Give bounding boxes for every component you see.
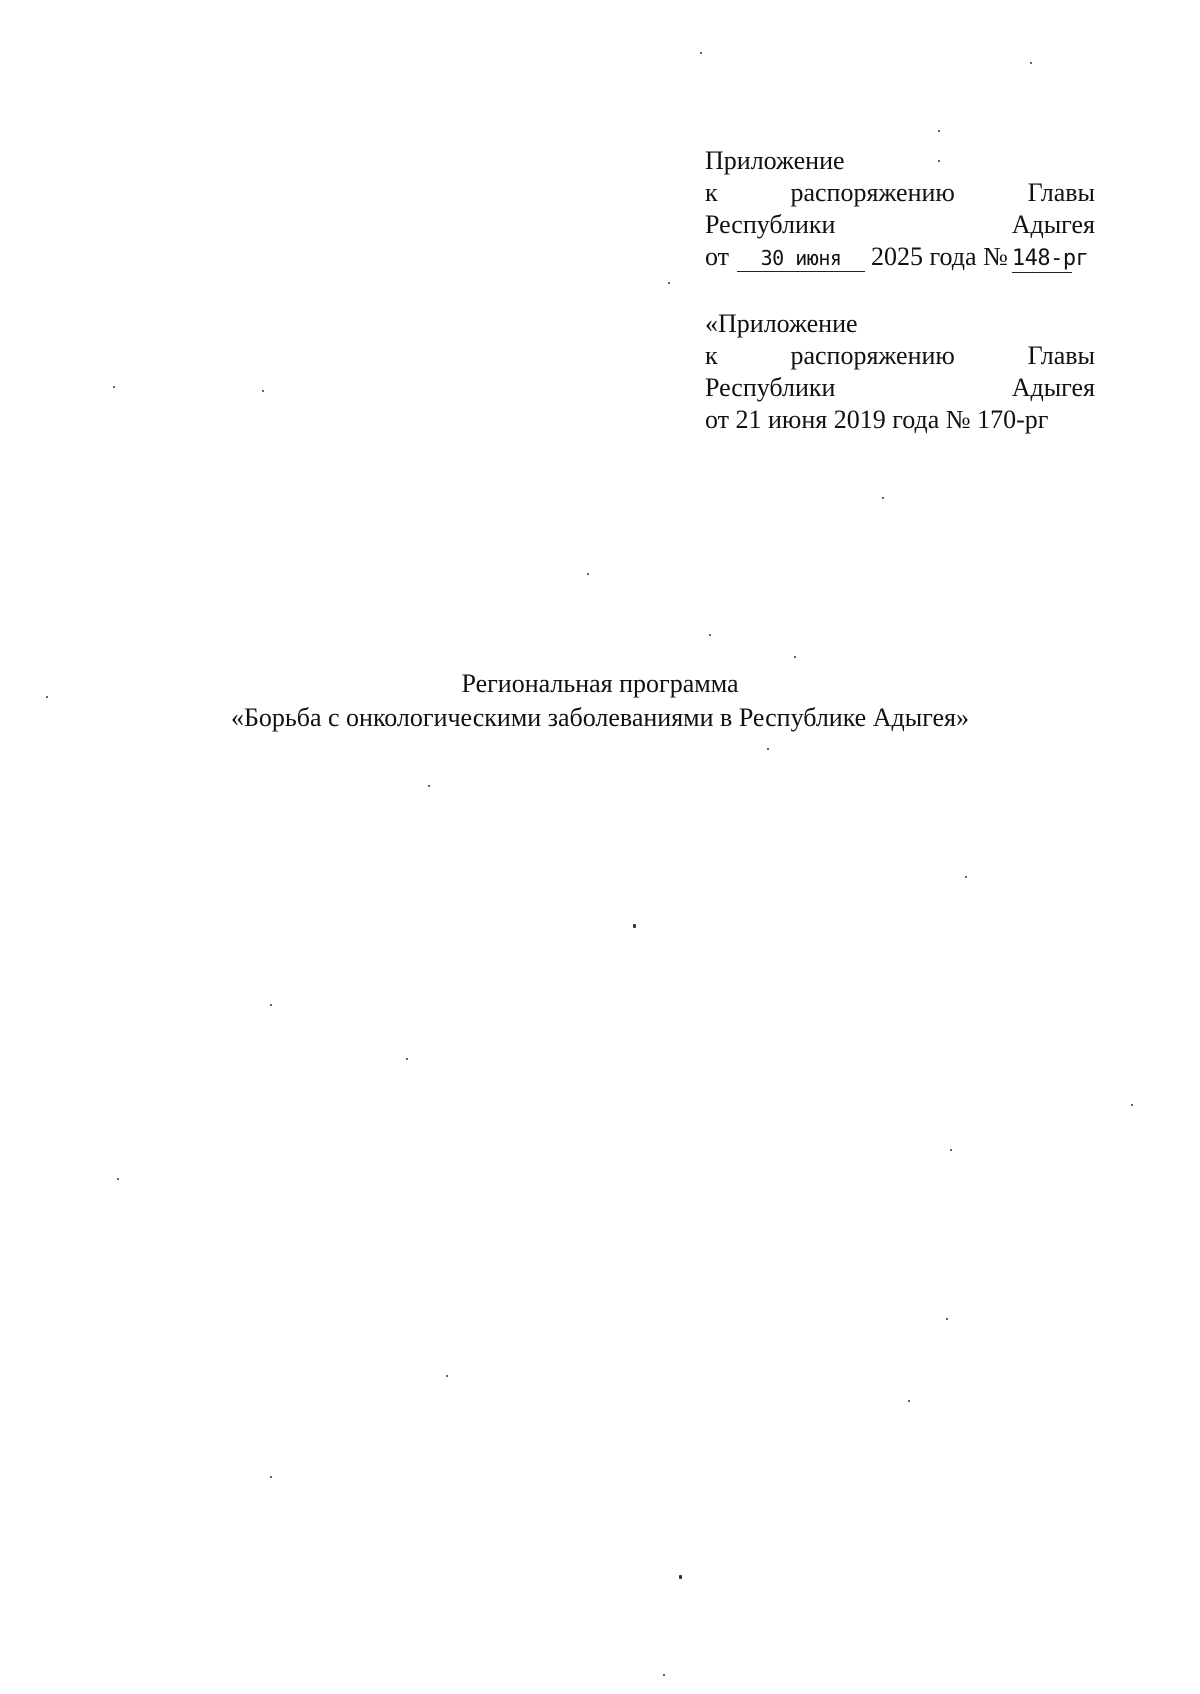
appendix-word: Адыгея: [1011, 373, 1095, 402]
scan-speck: [1030, 62, 1032, 64]
scan-speck: [587, 573, 589, 575]
scan-speck: [668, 282, 670, 284]
scan-speck: [794, 656, 796, 658]
scan-speck: [767, 748, 769, 750]
appendix-word: к: [705, 341, 718, 370]
number-blank: [1011, 244, 1089, 273]
appendix-word: Главы: [1027, 178, 1095, 207]
scan-speck: [446, 1375, 448, 1377]
appendix-word: Адыгея: [1011, 210, 1095, 239]
scan-speck: [965, 876, 967, 878]
appendix-header-old: [705, 308, 1095, 436]
scan-speck: [1131, 1104, 1133, 1106]
appendix-date-line: от 21 июня 2019 года № 170-рг: [705, 405, 1049, 434]
appendix-word: Республики: [705, 373, 836, 402]
scan-speck: [946, 1318, 948, 1320]
scan-speck: [117, 1178, 119, 1180]
scan-speck: [882, 497, 884, 499]
appendix-word: распоряжению: [790, 341, 955, 370]
scan-speck: [406, 1058, 408, 1060]
scan-speck: [270, 1476, 272, 1478]
date-suffix: 2025 года №: [871, 242, 1008, 271]
appendix-header-new: [705, 145, 1095, 273]
appendix-word: к: [705, 178, 718, 207]
scan-speck: [700, 52, 702, 54]
appendix-decree-line: [705, 340, 1095, 372]
date-prefix: от: [705, 242, 730, 271]
scan-speck: [950, 1149, 952, 1151]
scan-speck: [938, 160, 940, 162]
scan-speck: [262, 390, 264, 392]
scan-speck: [633, 924, 636, 928]
number-filled: 148-рг: [1011, 246, 1089, 271]
appendix-decree-line: [705, 177, 1095, 209]
scan-speck: [938, 130, 940, 132]
appendix-republic-line: [705, 209, 1095, 241]
appendix-word: распоряжению: [790, 178, 955, 207]
program-title: Региональная программа: [461, 669, 739, 698]
scan-speck: [679, 1575, 682, 1579]
scan-speck: [663, 1674, 665, 1676]
scan-speck: [908, 1400, 910, 1402]
appendix-heading: «Приложение: [705, 309, 858, 338]
appendix-heading: Приложение: [705, 146, 845, 175]
appendix-date-line: [705, 241, 1095, 273]
date-blank: [737, 244, 865, 272]
scan-speck: [46, 696, 48, 698]
scan-speck: [428, 785, 430, 787]
appendix-word: Главы: [1027, 341, 1095, 370]
scan-speck: [113, 386, 115, 388]
scan-speck: [709, 634, 711, 636]
scan-speck: [270, 1004, 272, 1006]
date-filled: 30 июня: [760, 246, 842, 270]
appendix-republic-line: [705, 372, 1095, 404]
program-subtitle: «Борьба с онкологическими заболеваниями в Республике Адыгея»: [230, 703, 970, 732]
program-title-block: [0, 667, 1200, 735]
appendix-word: Республики: [705, 210, 836, 239]
